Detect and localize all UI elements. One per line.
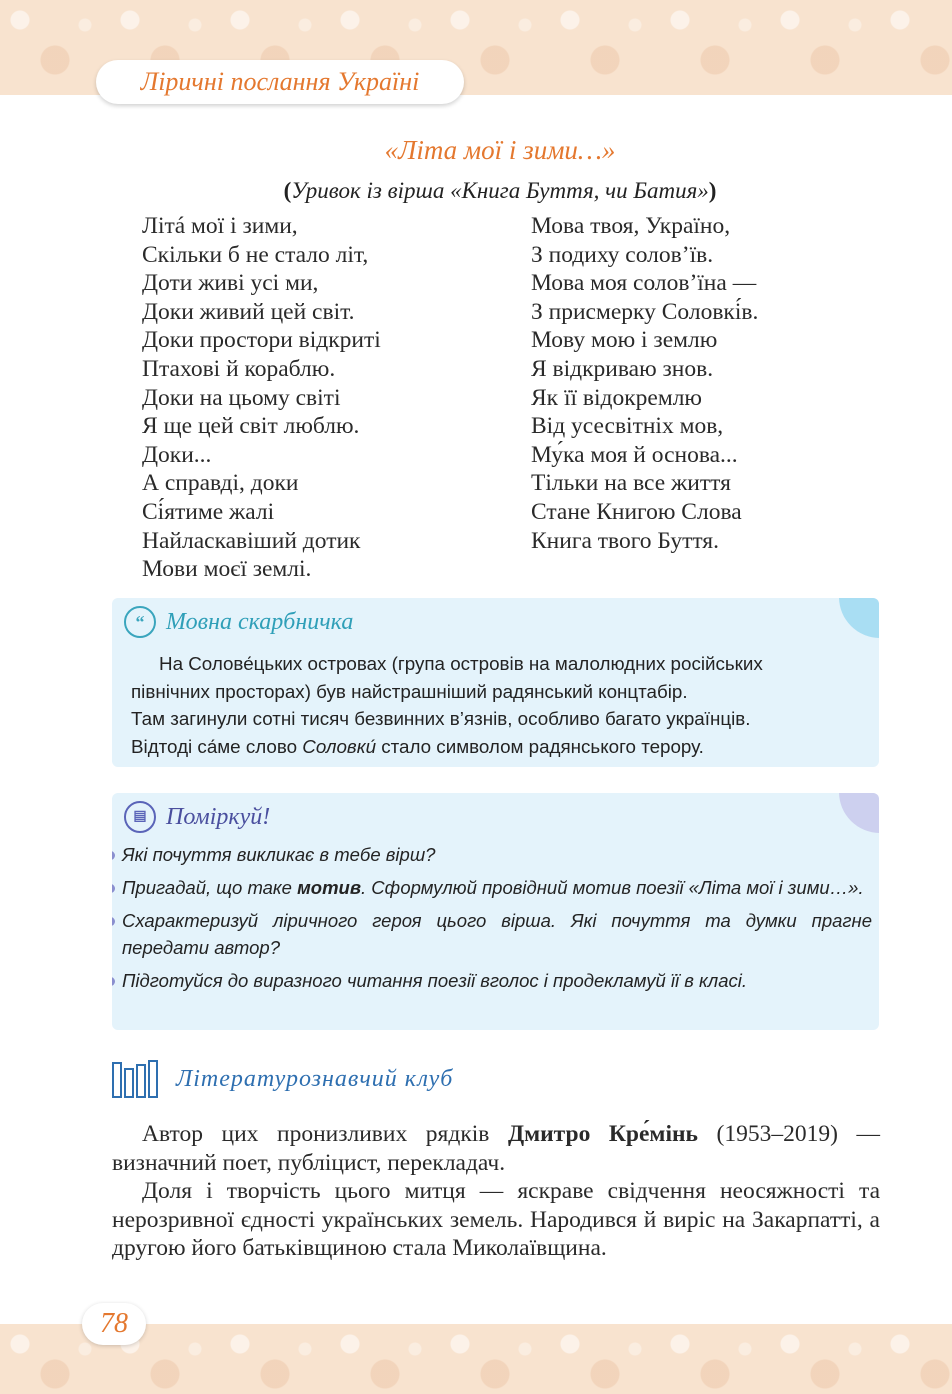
poem-line: Доки простори відкриті bbox=[142, 327, 381, 354]
poem-line: А справді, доки bbox=[142, 470, 299, 497]
quote-icon: “ bbox=[124, 606, 156, 638]
language-box-header bbox=[124, 606, 353, 638]
poem-title: «Літа мої і зими…» bbox=[384, 135, 616, 165]
poem-line: Доти живі усі ми, bbox=[142, 270, 319, 297]
poem-line: Мову мою і землю bbox=[531, 327, 718, 354]
language-box-title: Мовна скарбничка bbox=[166, 608, 354, 635]
bold-term: мотив bbox=[297, 877, 362, 898]
think-box bbox=[112, 793, 879, 1030]
paragraph bbox=[112, 1120, 880, 1177]
poem-line: Мова моя солов’їна — bbox=[531, 270, 757, 297]
poem-subtitle bbox=[180, 178, 820, 204]
literary-club-title: Літературознавчий клуб bbox=[176, 1065, 454, 1092]
poem-line: Скільки б не стало літ, bbox=[142, 241, 369, 268]
text-line bbox=[131, 733, 871, 761]
think-box-title: Поміркуй! bbox=[166, 803, 271, 830]
question-text: . Сформулюй провідний мотив поезії «Літа мої і зими…». bbox=[361, 877, 864, 898]
corner-decoration bbox=[839, 793, 879, 833]
poem-line: З присмерку Соловкі́в. bbox=[531, 298, 759, 325]
question-text: Які почуття викликає в тебе вірш? bbox=[122, 844, 436, 865]
poem-left-column bbox=[142, 212, 381, 584]
author-name: Дмитро Кре́мінь bbox=[507, 1121, 698, 1147]
poem-line: Стане Книгою Слова bbox=[531, 498, 742, 525]
bullet-icon bbox=[112, 851, 115, 860]
page-number: 78 bbox=[100, 1308, 128, 1339]
text-line: На Солове́цьких островах (група островів на малолюдних російських bbox=[159, 653, 763, 674]
books-icon bbox=[112, 1060, 158, 1098]
literary-club-header bbox=[112, 1060, 453, 1098]
poem-line: Доки на цьому світі bbox=[142, 384, 341, 411]
poem-line: Тільки на все життя bbox=[531, 470, 731, 497]
poem-line: Від усесвітніх мов, bbox=[531, 413, 724, 440]
question-text: Схарактеризуй ліричного героя цього вірша. Які почуття та думки прагне передати автор? bbox=[122, 910, 872, 958]
literary-club-article bbox=[112, 1120, 880, 1263]
subtitle-text: Уривок із вірша «Книга Буття, чи Батия» bbox=[291, 178, 709, 203]
question-item bbox=[112, 967, 872, 994]
emphasis-word: Соловки́ bbox=[302, 735, 377, 757]
question-list bbox=[112, 841, 879, 1000]
poem-line: Доки живий цей світ. bbox=[142, 298, 355, 325]
question-item bbox=[112, 841, 872, 868]
question-item bbox=[112, 907, 872, 961]
text-fragment: Відтоді са́ме слово bbox=[131, 735, 303, 757]
language-treasury-box bbox=[112, 598, 879, 767]
book-icon: ▤ bbox=[124, 801, 156, 833]
poem-right-column bbox=[531, 212, 758, 555]
poem-line: Літá мої і зими, bbox=[142, 213, 298, 239]
corner-decoration bbox=[839, 598, 879, 638]
question-item bbox=[112, 874, 872, 901]
poem-line: Доки... bbox=[142, 441, 212, 468]
subtitle-close-paren: ) bbox=[708, 178, 717, 203]
poem-line: Книга твого Буття. bbox=[531, 527, 719, 554]
section-title-tab bbox=[96, 60, 464, 104]
question-text: Пригадай, що таке bbox=[122, 877, 298, 898]
paragraph: Доля і творчість цього митця — яскраве свідчення неосяжності та нерозривної єдності українських земель. Народився й виріс на Закарпатті, а другою його батьківщиною стала Миколаївщина. bbox=[112, 1178, 880, 1262]
text-fragment: Автор цих пронизливих рядків bbox=[142, 1121, 508, 1147]
poem-line: Мови моєї землі. bbox=[142, 556, 312, 583]
poem-line: З подиху солов’їв. bbox=[531, 241, 714, 268]
bullet-icon bbox=[112, 917, 115, 926]
subtitle-open-paren: ( bbox=[283, 178, 292, 203]
text-line: північних просторах) був найстрашніший радянський концтабір. bbox=[131, 680, 688, 702]
language-box-text bbox=[131, 650, 871, 760]
poem-line: Як її відокремлю bbox=[531, 384, 702, 411]
poem-line: Му́ка моя й основа... bbox=[531, 441, 738, 468]
bullet-icon bbox=[112, 977, 115, 986]
text-fragment: (1953–2019) — визначний поет, публіцист, перекладач. bbox=[112, 1121, 880, 1176]
section-title: Ліричні послання Україні bbox=[140, 67, 420, 96]
text-line: Там загинули сотні тисяч безвинних в’язнів, особливо багато українців. bbox=[131, 708, 751, 729]
think-box-header bbox=[124, 801, 270, 833]
question-text: Підготуйся до виразного читання поезії вголос і продекламуй її в класі. bbox=[122, 970, 748, 991]
poem-line: Я ще цей світ люблю. bbox=[142, 413, 360, 440]
poem-line: Сі́ятиме жалі bbox=[142, 498, 275, 525]
text-fragment: стало символом радянського терору. bbox=[376, 735, 704, 757]
poem-line: Мова твоя, Україно, bbox=[531, 213, 731, 239]
page-number-badge bbox=[82, 1303, 146, 1345]
poem-line: Птахові й кораблю. bbox=[142, 355, 336, 382]
poem-line: Я відкриваю знов. bbox=[531, 355, 714, 382]
bullet-icon bbox=[112, 884, 115, 893]
poem-line: Найласкавіший дотик bbox=[142, 527, 361, 554]
